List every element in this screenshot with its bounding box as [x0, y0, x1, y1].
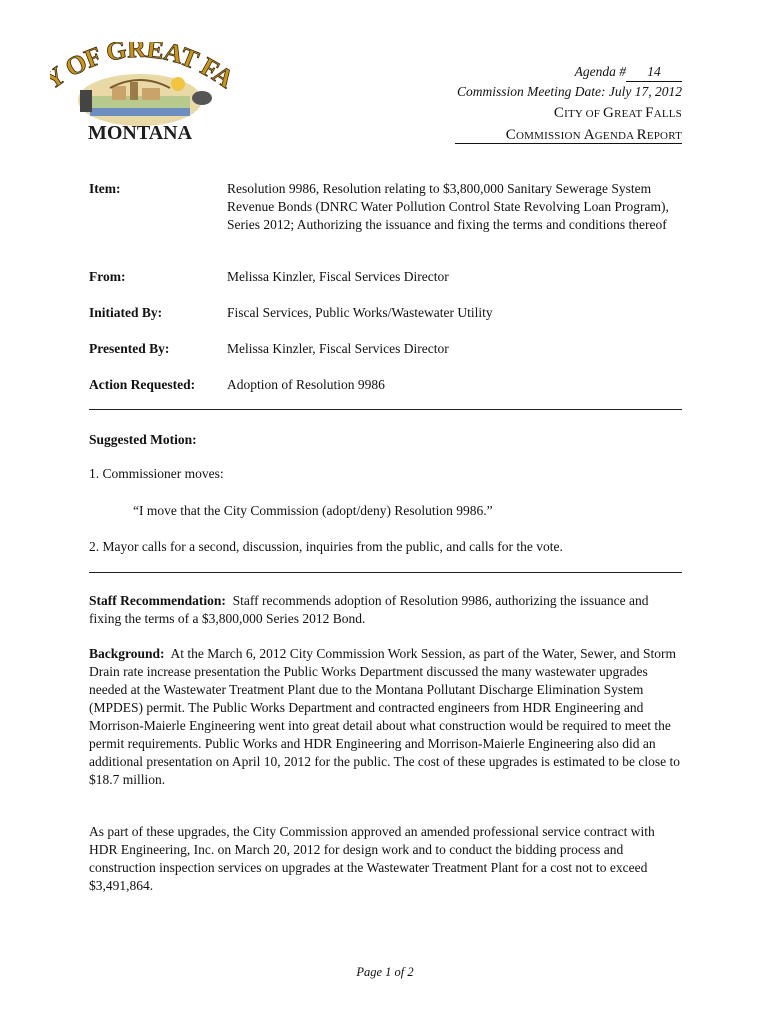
- logo-city-text: OF GREAT F: [60, 42, 222, 84]
- background-text: At the March 6, 2012 City Commission Work Session, as part of the Water, Sewer, and Storm Drain rate increase presentation the Public Works Department discussed the many wastewater upgrades needed at the Wastewater Treatment Plant due to the Montana Pollutant Discharge Elimination System (MPDES) permit. The Public Works Department and contracted engineers from HDR Engineering and Morrison-Maierle Engineering went into great detail about what construction would be required to meet the permit requirements. Public Works and HDR Engineering and Morrison-Maierle Engineering also did an additional presentation on April 10, 2012 for the public. The cost of these upgrades is estimated to be close to $18.7 million.: [89, 646, 680, 787]
- staff-recommendation: [89, 592, 684, 628]
- meeting-date: Commission Meeting Date: July 17, 2012: [457, 84, 682, 99]
- staff-text: Staff recommends adoption of Resolution 9986, authorizing the issuance and fixing the terms of a $3,800,000 Series 2012 Bond.: [89, 593, 649, 626]
- agenda-header: [457, 62, 682, 101]
- motion-step-2: 2. Mayor calls for a second, discussion, inquiries from the public, and calls for the vote.: [89, 539, 563, 554]
- background-heading: Background:: [89, 646, 165, 661]
- page-number: Page 1 of 2: [356, 965, 414, 979]
- divider: [89, 409, 682, 410]
- agenda-number: 14: [626, 62, 682, 82]
- logo-state-text: MONTANA: [87, 122, 193, 144]
- city-heading: CITY OF GREAT FALLS: [553, 105, 682, 121]
- motion-quote: “I move that the City Commission (adopt/deny) Resolution 9986.”: [133, 503, 493, 518]
- city-logo: [50, 42, 230, 144]
- field-item: Item: Resolution 9986, Resolution relating to $3,800,000 Sanitary Sewerage System Revenue Bonds (DNRC Water Pollution Control State Revolving Loan Program), Series 2012; Authorizing the issuance and fixing the terms and conditions thereof: [89, 181, 669, 232]
- field-from: From: Melissa Kinzler, Fiscal Services Director: [89, 269, 449, 284]
- divider: [89, 572, 682, 573]
- motion-heading: Suggested Motion:: [89, 432, 197, 447]
- staff-heading: Staff Recommendation:: [89, 593, 226, 608]
- field-action-requested: Action Requested: Adoption of Resolution 9986: [89, 377, 385, 392]
- background-paragraph: [89, 645, 684, 789]
- motion-step-1: 1. Commissioner moves:: [89, 466, 224, 481]
- header-rule: [455, 143, 682, 144]
- report-heading: COMMISSION AGENDA REPORT: [505, 127, 682, 143]
- agenda-number-line: Agenda # 14: [457, 62, 682, 82]
- field-presented-by: Presented By: Melissa Kinzler, Fiscal Services Director: [89, 341, 449, 356]
- background-paragraph-2: As part of these upgrades, the City Commission approved an amended professional service contract with HDR Engineering, Inc. on March 20, 2012 for design work and to conduct the bidding process and construction inspection services on upgrades at the Wastewater Treatment Plant for a cost not to exceed $3,491,864.: [89, 824, 655, 893]
- field-initiated-by: Initiated By: Fiscal Services, Public Works/Wastewater Utility: [89, 305, 493, 320]
